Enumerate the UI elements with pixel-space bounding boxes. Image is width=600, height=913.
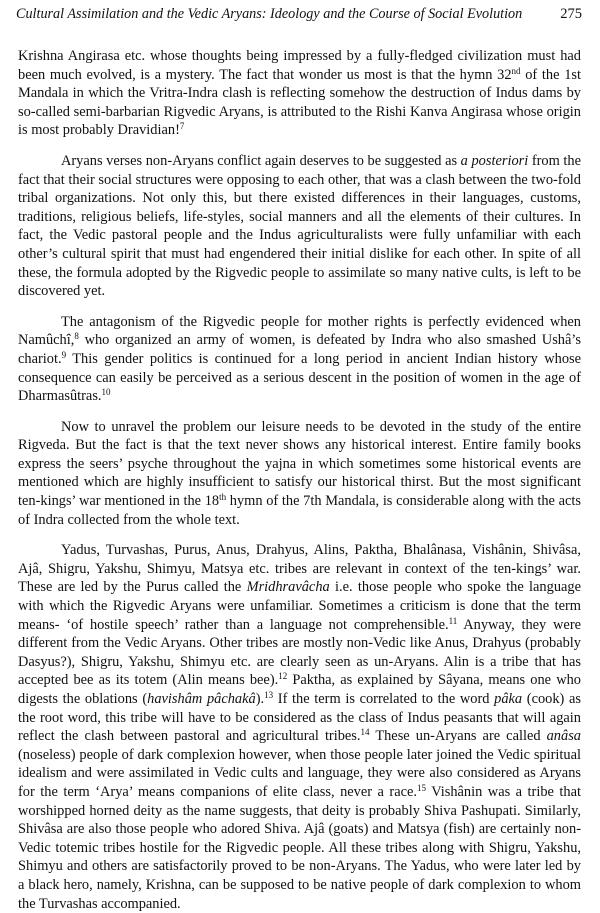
paragraph-2 [18,152,581,301]
footnote-ref-7: 7 [179,121,185,132]
ordinal-suffix: th [219,492,227,503]
italic-term: pâka [494,691,523,707]
ordinal-suffix: nd [511,65,521,76]
footnote-ref-10: 10 [101,387,111,398]
paragraph-text: Anyway, they were different from the Vedic Aryans. Other tribes are mostly non-Vedic like Anus, Drahyus (probably Dasyus?), Shigru, Yakshu, Shimyu etc. are clearly seen as un-Aryans. Alin is a tribe that has accepted bee as its totem (Alin means bee). [18,616,582,689]
paragraph-text: from the fact that their social structures were opposing to each other, that was a clash between the two-fold tribal organizations. Not only this, but there existed differences in their languages, customs, traditions, religious beliefs, life-styles, social manners and all the elements of their cultures. In fact, the Vedic pastoral people and the Indus agriculturalists were fully unfamiliar with each other’s cultural spirit that must had engendered their initial dislike for each other. In spite of all these, the formula adopted by the Rigvedic people to assimilate so many native cults, is left to be discovered yet. [18,152,582,300]
running-header [16,6,582,26]
footnote-ref-12: 12 [278,671,288,682]
paragraph-text: (noseless) people of dark complexion however, when those people later joined the Vedic spiritual idealism and were assimilated in Vedic cults and language, they were also considered as Aryans for the term ‘Arya’ means companions of elite class, never a race. [18,746,581,800]
paragraph-text: i.e. those people who spoke the language with which the Rigvedic Aryans were unfamiliar. Sometimes a criticism is done that the term means- ‘of hostile speech’ rather than a language not comprehensible. [18,579,581,633]
footnote-ref-11: 11 [448,615,458,626]
paragraph-text: These un-Aryans are called [369,728,547,745]
paragraph-text: Aryans verses non-Aryans conflict again deserves to be suggested as [61,152,461,169]
paragraph-text: who organized an army of women, is defeated by Indra who also smashed Ushâ’s chariot. [18,332,581,367]
footnote-ref-15: 15 [416,782,426,793]
paragraph-text: Krishna Angirasa etc. whose thoughts being impressed by a fully-fledged civilization must had been much evolved, is a mystery. The fact that wonder us most is that the hymn 32 [18,48,581,83]
running-title: Cultural Assimilation and the Vedic Aryans: Ideology and the Course of Social Evolution [16,6,523,22]
paragraph-4 [18,418,581,530]
footnote-ref-14: 14 [360,727,370,738]
paragraph-text: If the term is correlated to the word [273,691,495,707]
paragraph-text: The antagonism of the Rigvedic people for mother rights is perfectly evidenced when Namûchî, [18,313,581,349]
italic-term: anâsa [546,728,581,745]
paragraph-5 [18,541,581,913]
italic-term: a posteriori [460,152,529,169]
paragraph-text: Vishânin was a tribe that worshipped horned deity as the name suggests, that deity is probably Shiva Pashupati. Similarly, Shivâsa are also those people who adored Shiva. Ajâ (goats) and Matsya (fish) are certainly non-Vedic totemic tribes hostile for the Rigvedic people. All these tribes along with Shigru, Yakshu, Shimyu and others are satisfactorily proved to be non-Aryans. The Yadus, who were later led by a black hero, namely, Krishna, can be supposed to be native people of dark complexion to whom the Turvashas accompanied. [18,783,582,912]
body-text [18,47,581,913]
paragraph-text: Paktha, as explained by Sâyana, means one who digests the oblations ( [18,672,581,707]
footnote-ref-13: 13 [264,690,274,700]
page-number: 275 [560,6,582,22]
paragraph-text: Now to unravel the problem our leisure needs to be devoted in the study of the entire Rigveda. But the fact is that the text never shows any historical interest. Entire family books express the seers’ psyche throughout the yajna in which sometimes some historical events are mentioned which are highly insufficient to satisfy our historical thirst. But the most significant ten-kings’ war mentioned in the 18 [18,418,581,510]
paragraph-text: Yadus, Turvashas, Purus, Anus, Drahyus, Alins, Paktha, Bhalânasa, Vishânin, Shivâsa, Ajâ, Shigru, Yakshu, Shimyu, Matsya etc. tribes are relevant in context of the ten-kings’ war. These are led by the Purus called the [18,542,581,596]
paragraph-text: (cook) as the root word, this tribe will have to be considered as the class of Indus peasants that will again reflect the clash between pastoral and agricultural tribes. [18,691,582,745]
italic-term: havishâm pâchakâ [147,691,256,707]
paragraph-text: This gender politics is continued for a long period in ancient Indian history whose consequence can easily be perceived as a serious descent in the position of women in the age of Dharmasûtras. [18,350,581,405]
footnote-ref-8: 8 [74,331,79,342]
italic-term: Mridhravâcha [246,579,330,596]
paragraph-text: ). [255,691,265,707]
footnote-ref-9: 9 [61,349,67,360]
paragraph-text: of the 1st Mandala in which the Vritra-Indra clash is reflecting somehow the destruction of Indus dams by so-called semi-barbarian Rigvedic Aryans, is attributed to the Rishi Kanva Angirasa whose origin is most probably Dravidian! [18,66,581,139]
paragraph-text: hymn of the 7th Mandala, is considerable along with the acts of Indra collected from the whole text. [18,493,581,528]
paragraph-1 [18,47,581,140]
paragraph-3 [18,313,581,406]
